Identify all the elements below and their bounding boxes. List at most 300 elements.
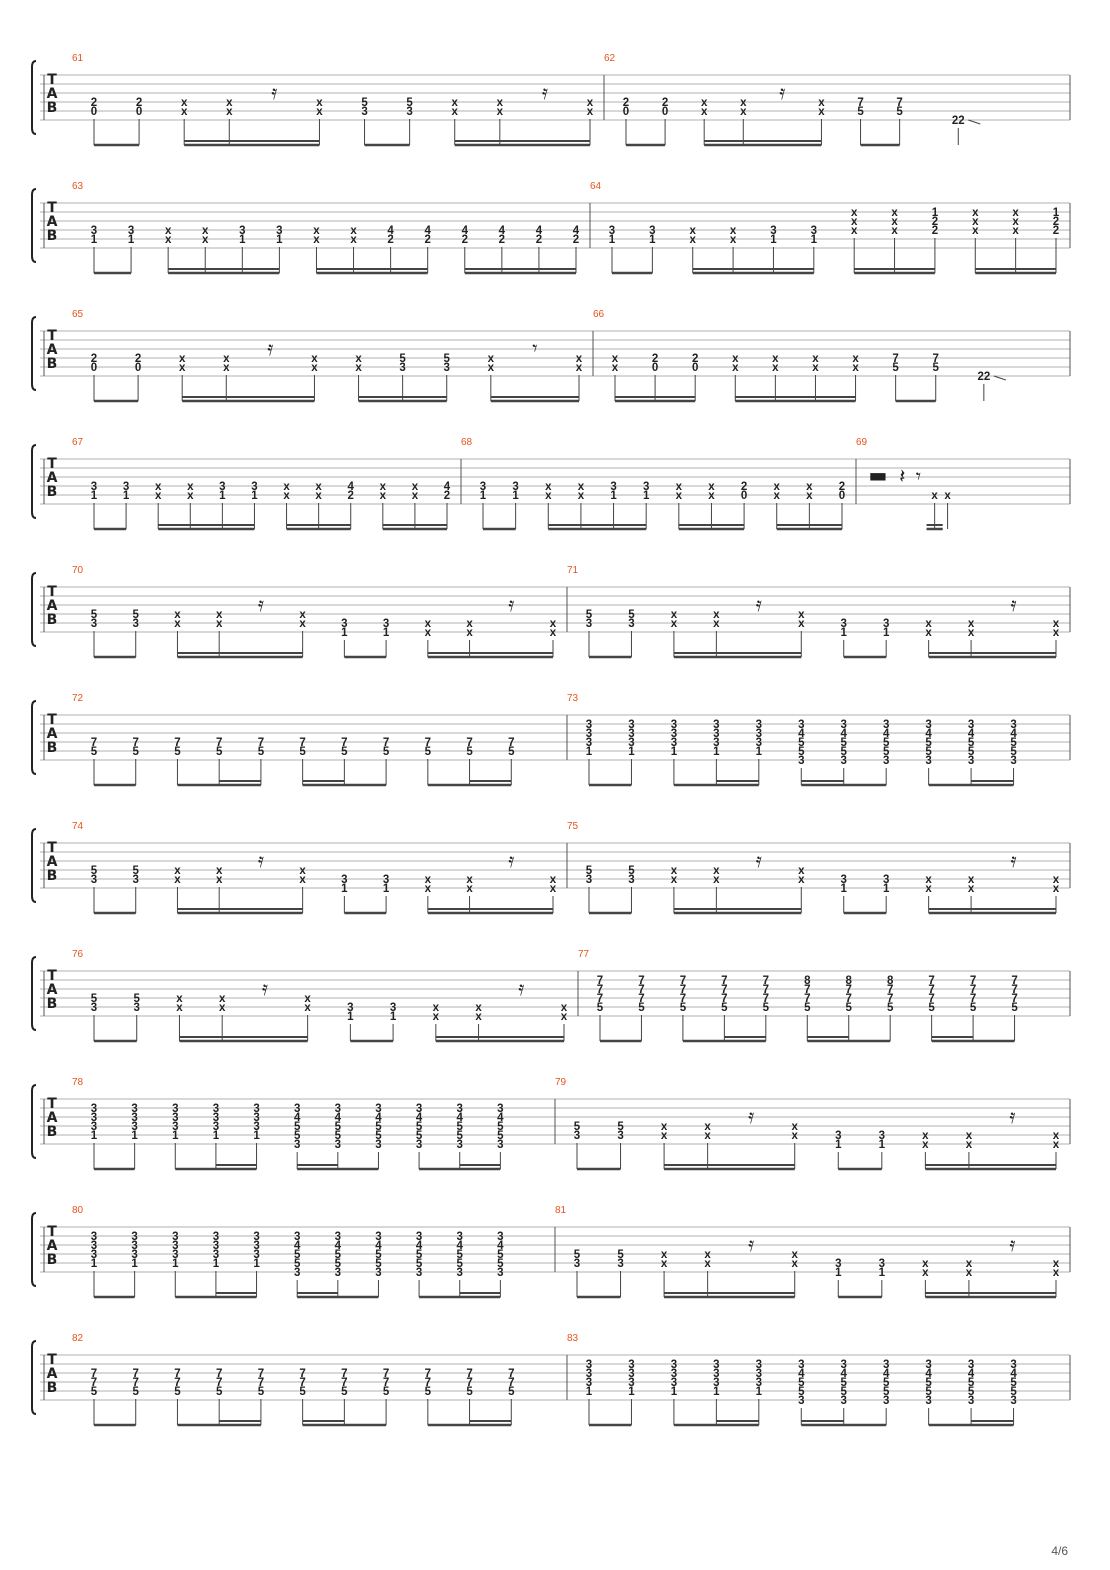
fret-number: 3 (415, 1103, 423, 1115)
fret-number: 3 (1010, 1395, 1017, 1407)
fret-number: 7 (679, 975, 687, 987)
fret-number: 2 (424, 234, 431, 246)
fret-number: x (965, 1258, 973, 1270)
fret-number: 7 (132, 737, 139, 749)
fret-number: 3 (713, 737, 720, 749)
fret-number: 5 (424, 746, 432, 758)
fret-number: 3 (90, 874, 98, 886)
fret-number: 3 (628, 728, 635, 740)
fret-number: x (944, 490, 951, 502)
slide-out-mark (968, 120, 980, 124)
fret-number: 7 (382, 1368, 390, 1380)
fret-number: 5 (90, 609, 98, 621)
system-bracket (32, 573, 36, 646)
fret-number: 4 (498, 225, 506, 237)
fret-number: 1 (251, 490, 258, 502)
fret-number: 7 (845, 984, 852, 996)
fret-number: x (223, 362, 230, 374)
fret-number: 3 (573, 1130, 581, 1142)
fret-number: x (311, 362, 318, 374)
fret-number: 5 (573, 1121, 581, 1133)
fret-number: 3 (840, 755, 847, 767)
fret-number: 5 (466, 1386, 473, 1398)
measure (567, 1333, 1017, 1425)
fret-number: 5 (375, 1249, 382, 1261)
fret-number: x (1052, 1258, 1060, 1270)
fret-number: 1 (127, 234, 135, 246)
fret-number: 7 (638, 993, 645, 1005)
fret-number: 1 (755, 1386, 763, 1398)
fret-number: 3 (172, 1103, 179, 1115)
fret-number: x (1012, 207, 1019, 219)
fret-number: 22 (951, 115, 965, 127)
fret-number: 0 (90, 362, 98, 374)
fret-number: 5 (456, 1130, 463, 1142)
fret-number: x (791, 1121, 798, 1133)
fret-number: x (315, 481, 322, 493)
measure (567, 693, 1017, 785)
fret-number: 3 (840, 1359, 847, 1371)
fret-number: 3 (608, 225, 616, 237)
fret-number: x (575, 362, 583, 374)
fret-number: 5 (886, 1002, 894, 1014)
fret-number: 3 (172, 1240, 179, 1252)
rest-symbol: 𝄽 (899, 464, 906, 488)
fret-number: 1 (649, 234, 656, 246)
fret-number: x (798, 609, 805, 621)
tab-clef-letter: T (47, 456, 57, 472)
fret-number: 7 (174, 737, 181, 749)
fret-number: 3 (415, 1267, 423, 1279)
fret-number: 5 (443, 353, 450, 365)
fret-number: 5 (840, 1386, 847, 1398)
fret-number: 5 (508, 746, 515, 758)
fret-number: 7 (257, 1377, 265, 1389)
measure (590, 181, 1060, 273)
fret-number: 1 (670, 1386, 678, 1398)
fret-number: 1 (276, 234, 283, 246)
fret-number: x (925, 874, 932, 886)
fret-number: 5 (1010, 1377, 1017, 1389)
tab-clef-letter: T (47, 840, 57, 856)
fret-number: 3 (670, 737, 678, 749)
fret-number: 3 (967, 1395, 975, 1407)
tab-clef-letter: A (46, 982, 58, 998)
fret-number: 2 (90, 97, 98, 109)
measure (555, 1077, 1060, 1169)
fret-number: 7 (341, 1377, 348, 1389)
fret-number: 5 (638, 1002, 645, 1014)
fret-number: 5 (215, 746, 223, 758)
tab-system (32, 949, 1070, 1041)
fret-number: 3 (925, 755, 932, 767)
fret-number: 22 (977, 371, 991, 383)
fret-number: x (283, 481, 290, 493)
fret-number: 7 (721, 993, 728, 1005)
fret-number: 7 (596, 975, 604, 987)
fret-number: 3 (967, 755, 975, 767)
tab-clef-letter: T (47, 584, 57, 600)
system-bracket (32, 701, 36, 774)
fret-number: 5 (497, 1249, 504, 1261)
fret-number: 3 (713, 728, 720, 740)
fret-number: 4 (293, 1112, 301, 1124)
fret-number: 2 (691, 353, 699, 365)
fret-number: 5 (925, 746, 932, 758)
fret-number: 0 (90, 106, 98, 118)
fret-number: 3 (90, 1121, 98, 1133)
fret-number: 3 (131, 1249, 138, 1261)
fret-number: x (545, 481, 552, 493)
fret-number: x (732, 353, 739, 365)
fret-number: 5 (1010, 1386, 1017, 1398)
fret-number: x (311, 353, 318, 365)
fret-number: x (818, 97, 825, 109)
fret-number: x (577, 490, 585, 502)
fret-number: 5 (1010, 746, 1017, 758)
fret-number: 3 (212, 1249, 220, 1261)
tab-clef-letter: A (46, 598, 58, 614)
fret-number: x (1012, 216, 1019, 228)
fret-number: x (611, 362, 619, 374)
fret-number: 1 (90, 490, 98, 502)
tab-clef-letter: T (47, 200, 57, 216)
fret-number: x (931, 490, 938, 502)
fret-number: 5 (762, 1002, 770, 1014)
fret-number: 7 (257, 1368, 265, 1380)
fret-number: 5 (132, 865, 139, 877)
measure-number: 83 (567, 1333, 579, 1344)
fret-number: x (972, 225, 979, 237)
fret-number: x (496, 106, 504, 118)
fret-number: 3 (334, 1267, 342, 1279)
fret-number: 8 (886, 975, 894, 987)
fret-number: x (1052, 1139, 1060, 1151)
fret-number: 3 (1010, 1359, 1017, 1371)
fret-number: x (660, 1130, 668, 1142)
fret-number: 5 (293, 1130, 301, 1142)
fret-number: 7 (596, 993, 604, 1005)
measure (72, 821, 557, 913)
tab-clef-letter: T (47, 1224, 57, 1240)
fret-number: 1 (90, 234, 98, 246)
rest-symbol: 𝄿 (541, 80, 548, 104)
fret-number: x (283, 490, 290, 502)
measure-number: 65 (72, 309, 84, 320)
fret-number: 3 (334, 1139, 342, 1151)
fret-number: 5 (415, 1258, 423, 1270)
fret-number: 7 (762, 984, 770, 996)
tab-system (32, 53, 1070, 145)
fret-number: 1 (341, 883, 348, 895)
fret-number: 5 (382, 1386, 390, 1398)
fret-number: 7 (762, 975, 770, 987)
fret-number: 5 (466, 746, 473, 758)
system-bracket (32, 1085, 36, 1158)
fret-number: 3 (212, 1240, 220, 1252)
tab-clef-letter: A (46, 1110, 58, 1126)
fret-number: x (732, 362, 739, 374)
fret-number: 3 (617, 1258, 624, 1270)
fret-number: x (670, 618, 678, 630)
rest-symbol: 𝄿 (755, 848, 762, 872)
fret-number: x (818, 106, 825, 118)
fret-number: x (350, 225, 357, 237)
fret-number: 7 (892, 353, 899, 365)
fret-number: 4 (967, 728, 975, 740)
fret-number: 3 (512, 481, 519, 493)
fret-number: 5 (967, 1377, 975, 1389)
fret-number: 1 (479, 490, 487, 502)
fret-number: 1 (253, 1130, 260, 1142)
fret-number: 2 (740, 481, 748, 493)
fret-number: 2 (931, 225, 939, 237)
fret-number: 4 (882, 728, 890, 740)
rest-symbol: 𝄿 (261, 976, 268, 1000)
fret-number: x (925, 883, 932, 895)
fret-number: x (967, 883, 975, 895)
tab-clef-letter: T (47, 1096, 57, 1112)
fret-number: 3 (798, 1359, 805, 1371)
fret-number: x (891, 207, 898, 219)
fret-number: 3 (755, 719, 763, 731)
measure (567, 565, 1060, 657)
fret-number: 7 (969, 993, 977, 1005)
tab-clef-letter: A (46, 342, 58, 358)
fret-number: x (424, 627, 432, 639)
fret-number: 0 (135, 106, 143, 118)
fret-number: 1 (382, 883, 390, 895)
fret-number: x (670, 609, 678, 621)
fret-number: 2 (1052, 216, 1060, 228)
fret-number: 5 (573, 1249, 581, 1261)
fret-number: 3 (415, 1231, 423, 1243)
fret-number: x (379, 481, 387, 493)
fret-number: x (611, 353, 619, 365)
fret-number: 3 (406, 106, 413, 118)
fret-number: 5 (406, 97, 413, 109)
fret-number: x (972, 216, 979, 228)
fret-number: x (304, 1002, 311, 1014)
fret-number: 5 (334, 1121, 342, 1133)
measure (72, 437, 451, 529)
fret-number: 3 (642, 481, 650, 493)
tab-system (32, 821, 1070, 913)
fret-number: x (967, 627, 975, 639)
fret-number: x (791, 1130, 798, 1142)
fret-number: 2 (135, 97, 143, 109)
fret-number: 7 (424, 1377, 432, 1389)
fret-number: 3 (573, 1258, 581, 1270)
fret-number: 3 (925, 1395, 932, 1407)
fret-number: 7 (508, 1377, 515, 1389)
fret-number: 0 (691, 362, 699, 374)
fret-number: 3 (251, 481, 258, 493)
fret-number: 5 (840, 746, 847, 758)
tab-clef-letter: A (46, 1366, 58, 1382)
fret-number: 1 (810, 234, 818, 246)
fret-number: x (965, 1130, 973, 1142)
fret-number: 2 (443, 490, 451, 502)
fret-number: 3 (90, 481, 98, 493)
measure (72, 1205, 504, 1297)
fret-number: x (451, 97, 458, 109)
fret-number: 7 (508, 737, 515, 749)
measure (604, 53, 980, 145)
tab-clef-letter: B (46, 740, 58, 756)
fret-number: x (740, 106, 747, 118)
fret-number: x (180, 106, 188, 118)
fret-number: 4 (497, 1240, 504, 1252)
tab-clef-letter: B (46, 612, 58, 628)
fret-number: 5 (617, 1121, 624, 1133)
fret-number: x (475, 1002, 482, 1014)
fret-number: 3 (382, 618, 390, 630)
fret-number: 7 (257, 737, 265, 749)
fret-number: x (218, 1002, 226, 1014)
fret-number: x (174, 874, 181, 886)
fret-number: 5 (508, 1386, 515, 1398)
measure-number: 82 (72, 1333, 84, 1344)
fret-number: 5 (721, 1002, 728, 1014)
fret-number: x (922, 1258, 929, 1270)
fret-number: 7 (174, 1377, 181, 1389)
measure-number: 64 (590, 181, 602, 192)
fret-number: 1 (840, 883, 847, 895)
tab-clef-letter: B (46, 1124, 58, 1140)
fret-number: 1 (628, 746, 635, 758)
fret-number: 3 (456, 1103, 463, 1115)
fret-number: 5 (132, 1386, 139, 1398)
fret-number: 4 (415, 1112, 423, 1124)
fret-number: 7 (969, 984, 977, 996)
fret-number: x (178, 362, 186, 374)
fret-number: 5 (293, 1121, 301, 1133)
fret-number: 5 (617, 1249, 624, 1261)
fret-number: 4 (375, 1240, 382, 1252)
tab-system (32, 437, 1070, 529)
fret-number: 1 (219, 490, 226, 502)
system-bracket (32, 829, 36, 902)
fret-number: 5 (967, 737, 975, 749)
measure-number: 69 (856, 437, 868, 448)
fret-number: x (299, 609, 306, 621)
fret-number: 5 (334, 1258, 342, 1270)
fret-number: 5 (928, 1002, 935, 1014)
rest-symbol: 𝄿 (1009, 1232, 1016, 1256)
fret-number: x (1052, 1267, 1060, 1279)
fret-number: 5 (133, 993, 140, 1005)
fret-number: x (226, 106, 233, 118)
fret-number: 3 (713, 1368, 720, 1380)
fret-number: 7 (1011, 975, 1018, 987)
tab-system (32, 309, 1070, 401)
fret-number: x (202, 225, 209, 237)
fret-number: 1 (131, 1258, 138, 1270)
fret-number: 3 (585, 874, 593, 886)
fret-number: 5 (967, 1386, 975, 1398)
fret-number: 7 (215, 1377, 223, 1389)
fret-number: x (704, 1249, 711, 1261)
fret-number: 5 (293, 1258, 301, 1270)
fret-number: 7 (299, 1377, 306, 1389)
fret-number: 1 (172, 1258, 179, 1270)
fret-number: 3 (212, 1112, 220, 1124)
tab-clef-letter: B (46, 100, 58, 116)
fret-number: x (700, 106, 708, 118)
fret-number: 8 (845, 975, 852, 987)
fret-number: 4 (347, 481, 354, 493)
fret-number: 1 (755, 746, 763, 758)
fret-number: x (660, 1258, 668, 1270)
fret-number: 5 (967, 746, 975, 758)
fret-number: 0 (740, 490, 748, 502)
fret-number: 5 (293, 1249, 301, 1261)
fret-number: x (850, 207, 858, 219)
fret-number: 1 (931, 207, 939, 219)
measure-number: 79 (555, 1077, 567, 1088)
fret-number: 3 (882, 719, 890, 731)
fret-number: 1 (212, 1258, 220, 1270)
slide-out-mark (994, 376, 1006, 380)
fret-number: 3 (755, 737, 763, 749)
fret-number: 3 (375, 1103, 382, 1115)
rest-symbol: 𝄿 (1010, 592, 1017, 616)
fret-number: 1 (608, 234, 616, 246)
fret-number: 7 (1011, 993, 1018, 1005)
fret-number: 3 (399, 362, 406, 374)
fret-number: 3 (585, 618, 593, 630)
fret-number: 3 (131, 1121, 138, 1133)
fret-number: x (549, 627, 557, 639)
fret-number: 1 (713, 1386, 720, 1398)
fret-number: 5 (424, 1386, 432, 1398)
fret-number: 5 (341, 746, 348, 758)
fret-number: 5 (585, 609, 593, 621)
fret-number: 5 (596, 1002, 604, 1014)
fret-number: x (223, 353, 230, 365)
fret-number: 5 (798, 1377, 805, 1389)
fret-number: 7 (424, 1368, 432, 1380)
fret-number: x (560, 1011, 568, 1023)
fret-number: x (487, 353, 495, 365)
fret-number: 4 (798, 1368, 805, 1380)
fret-number: 3 (810, 225, 818, 237)
tab-clef-letter: T (47, 72, 57, 88)
fret-number: 3 (497, 1139, 504, 1151)
fret-number: x (708, 490, 715, 502)
fret-number: 5 (415, 1249, 423, 1261)
fret-number: x (1052, 1130, 1060, 1142)
fret-number: 3 (1010, 755, 1017, 767)
fret-number: x (713, 609, 720, 621)
fret-number: x (487, 362, 495, 374)
fret-number: x (316, 106, 323, 118)
fret-number: 5 (334, 1130, 342, 1142)
fret-number: 3 (713, 719, 720, 731)
system-bracket (32, 445, 36, 518)
fret-number: x (202, 234, 209, 246)
fret-number: 3 (1010, 719, 1017, 731)
fret-number: 5 (925, 1386, 932, 1398)
fret-number: 3 (132, 874, 139, 886)
fret-number: x (704, 1130, 711, 1142)
fret-number: 7 (762, 993, 770, 1005)
fret-number: 2 (134, 353, 142, 365)
fret-number: x (577, 481, 585, 493)
fret-number: x (451, 106, 458, 118)
fret-number: 5 (375, 1130, 382, 1142)
